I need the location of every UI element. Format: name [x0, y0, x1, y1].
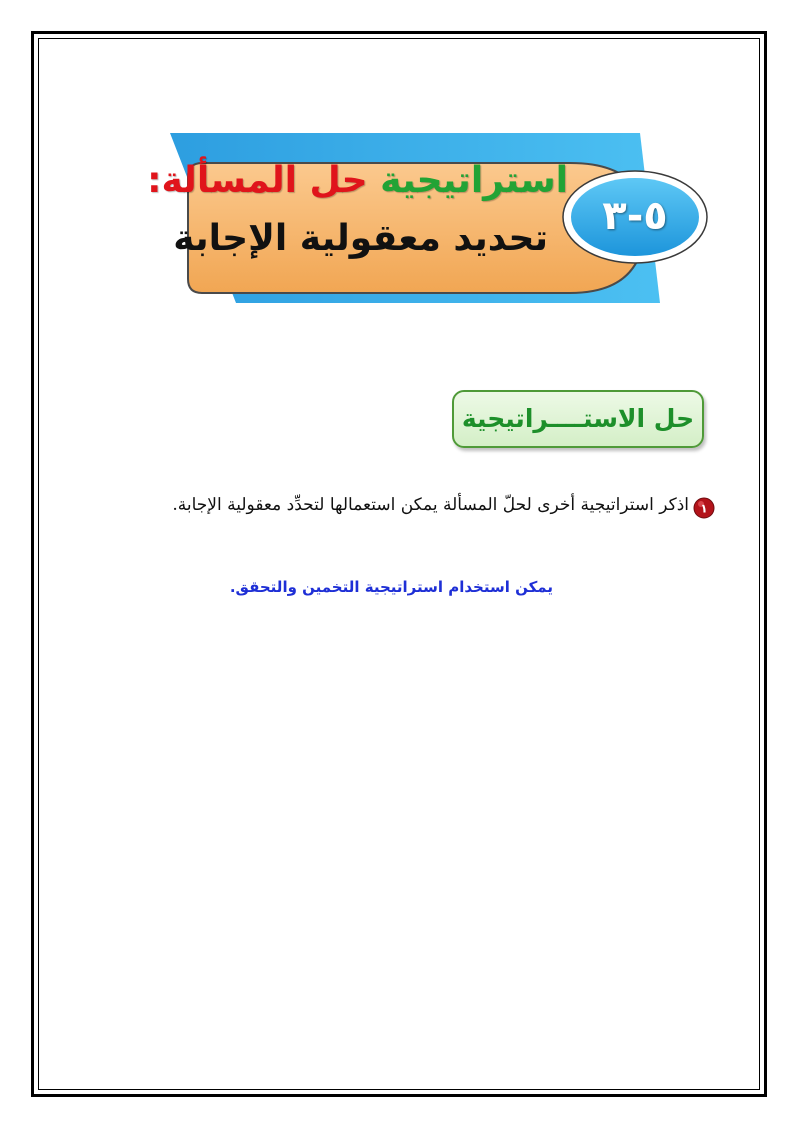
lesson-title-line1 — [147, 160, 568, 201]
answer-text: يمكن استخدام استراتيجية التخمين والتحقق. — [229, 578, 553, 596]
title-word-strategy: استراتيجية — [380, 160, 568, 201]
question-text: اذكر استراتيجية أخرى لحلّ المسألة يمكن استعمالها لتحدِّد معقولية الإجابة. — [172, 495, 689, 515]
question-number: ١ — [700, 501, 708, 516]
section-heading: حل الاستــــراتيجية — [461, 404, 695, 433]
title-word-problem: المسألة: — [147, 160, 297, 201]
title-word-solve: حل — [309, 160, 368, 201]
lesson-title-line2: تحديد معقولية الإجابة — [173, 218, 548, 259]
question-number-badge-icon — [693, 497, 715, 519]
lesson-number: ٥-٣ — [602, 193, 668, 239]
section-heading-box — [452, 390, 704, 448]
